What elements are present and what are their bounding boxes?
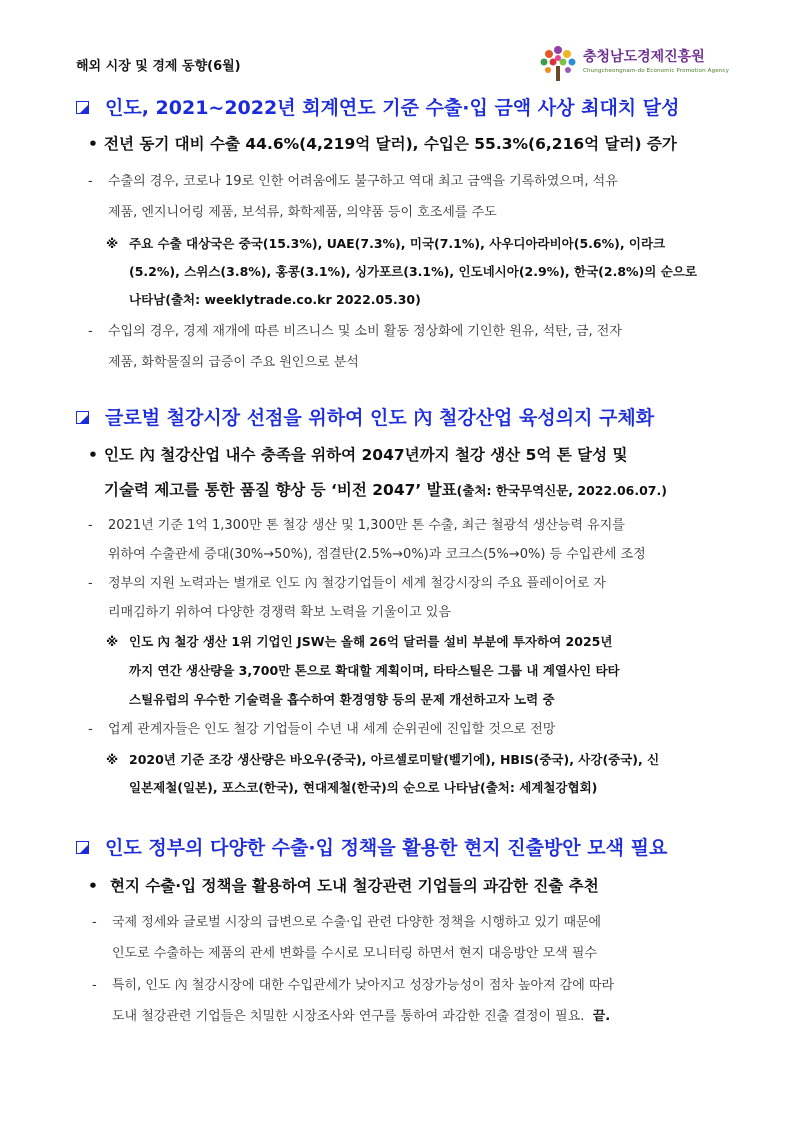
section3-dash1: - 국제 정세와 글로벌 시장의 급변으로 수출·입 관련 다양한 정책을 시행하고 있기 때문에 bbox=[92, 915, 602, 930]
section1-dash2: - 수입의 경우, 경제 재개에 따른 비즈니스 및 소비 활동 정상화에 기인한 원유, 석탄, 금, 전자 bbox=[88, 324, 622, 339]
section2-dash1-cont: 위하여 수출관세 증대(30%→50%), 점결탄(2.5%→0%)과 코크스(5%→0%) 등 수입관세 조정 bbox=[108, 547, 646, 562]
section2-note2: ※ 2020년 기준 조강 생산량은 바오우(중국), 아르셀로미탈(벨기에), HBIS(중국), 사강(중국), 신 bbox=[106, 752, 660, 767]
section2-title: 글로벌 철강시장 선점을 위하여 인도 內 철강산업 육성의지 구체화 bbox=[76, 403, 654, 430]
logo-name: 충청남도경제진흥원 bbox=[583, 49, 705, 65]
end-mark: 끝. bbox=[592, 1009, 611, 1024]
section1-note-cont1: (5.2%), 스위스(3.8%), 홍콩(3.1%), 싱가포르(3.1%), 인도네시아(2.9%), 한국(2.8%)의 순으로 bbox=[129, 264, 697, 279]
section3-bullet: • 현지 수출·입 정책을 활용하여 도내 철강관련 기업들의 과감한 진출 추천 bbox=[88, 877, 599, 895]
section3-dash2: - 특히, 인도 內 철강시장에 대한 수입관세가 낮아지고 성장가능성이 점차 높아져 감에 따라 bbox=[92, 978, 615, 993]
section1-note: ※ 주요 수출 대상국은 중국(15.3%), UAE(7.3%), 미국(7.1%), 사우디아라비아(5.6%), 이라크 bbox=[106, 236, 666, 251]
section2-note1: ※ 인도 內 철강 생산 1위 기업인 JSW는 올해 26억 달러를 설비 부분에 투자하여 2025년 bbox=[106, 634, 613, 649]
section1-dash1: - 수출의 경우, 코로나 19로 인한 어려움에도 불구하고 역대 최고 금액을 기록하였으며, 석유 bbox=[88, 174, 618, 189]
section2-note1-cont1: 까지 연간 생산량을 3,700만 톤으로 확대할 계획이며, 타타스틸은 그룹 내 계열사인 타타 bbox=[129, 663, 620, 678]
section3-dash1-cont: 인도로 수출하는 제품의 관세 변화를 수시로 모니터링 하면서 현지 대응방안 모색 필수 bbox=[112, 946, 597, 961]
source-citation: (출처: 한국무역신문, 2022.06.07.) bbox=[456, 483, 667, 498]
section3-dash2-cont: 도내 철강관련 기업들은 치밀한 시장조사와 연구를 통하여 과감한 진출 결정이 필요. 끝. bbox=[112, 1009, 611, 1024]
section2-bullet: • 인도 內 철강산업 내수 충족을 위하여 2047년까지 철강 생산 5억 톤 달성 및 bbox=[88, 446, 628, 464]
section2-dash1: - 2021년 기준 1억 1,300만 톤 철강 생산 및 1,300만 톤 수출, 최근 철광석 생산능력 유지를 bbox=[88, 518, 625, 533]
section-marker-icon bbox=[76, 841, 89, 854]
section2-dash3: - 업계 관계자들은 인도 철강 기업들이 수년 내 세계 순위권에 진입할 것으로 전망 bbox=[88, 722, 556, 737]
section1-dash2-cont: 제품, 화학물질의 급증이 주요 원인으로 분석 bbox=[108, 355, 359, 370]
section-marker-icon bbox=[76, 411, 89, 424]
section2-bullet-cont: 기술력 제고를 통한 품질 향상 등 ‘비전 2047’ 발표(출처: 한국무역신문, 2022.06.07.) bbox=[104, 481, 667, 499]
document-header-title: 해외 시장 및 경제 동향(6월) bbox=[76, 59, 241, 74]
section2-dash2: - 정부의 지원 노력과는 별개로 인도 內 철강기업들이 세계 철강시장의 주요 플레이어로 자 bbox=[88, 576, 606, 591]
section3-title: 인도 정부의 다양한 수출·입 정책을 활용한 현지 진출방안 모색 필요 bbox=[76, 833, 667, 860]
section1-note-cont2: 나타남(출처: weeklytrade.co.kr 2022.05.30) bbox=[129, 292, 421, 307]
section1-dash1-cont: 제품, 엔지니어링 제품, 보석류, 화학제품, 의약품 등이 호조세를 주도 bbox=[108, 205, 497, 220]
logo-subtitle: Chungcheongnam-do Economic Promotion Agency bbox=[583, 68, 730, 74]
section2-note1-cont2: 스틸유럽의 우수한 기술력을 흡수하여 환경영향 등의 문제 개선하고자 노력 중 bbox=[129, 692, 555, 707]
tree-logo-icon bbox=[537, 42, 579, 84]
agency-logo bbox=[537, 42, 730, 86]
section1-bullet: • 전년 동기 대비 수출 44.6%(4,219억 달러), 수입은 55.3%(6,216억 달러) 증가 bbox=[88, 135, 677, 153]
section2-note2-cont: 일본제철(일본), 포스코(한국), 현대제철(한국)의 순으로 나타남(출처: 세계철강협회) bbox=[129, 780, 598, 795]
section-marker-icon bbox=[76, 101, 89, 114]
section1-title: 인도, 2021~2022년 회계연도 기준 수출·입 금액 사상 최대치 달성 bbox=[76, 93, 679, 120]
section2-dash2-cont: 리매김하기 위하여 다양한 경쟁력 확보 노력을 기울이고 있음 bbox=[108, 605, 451, 620]
